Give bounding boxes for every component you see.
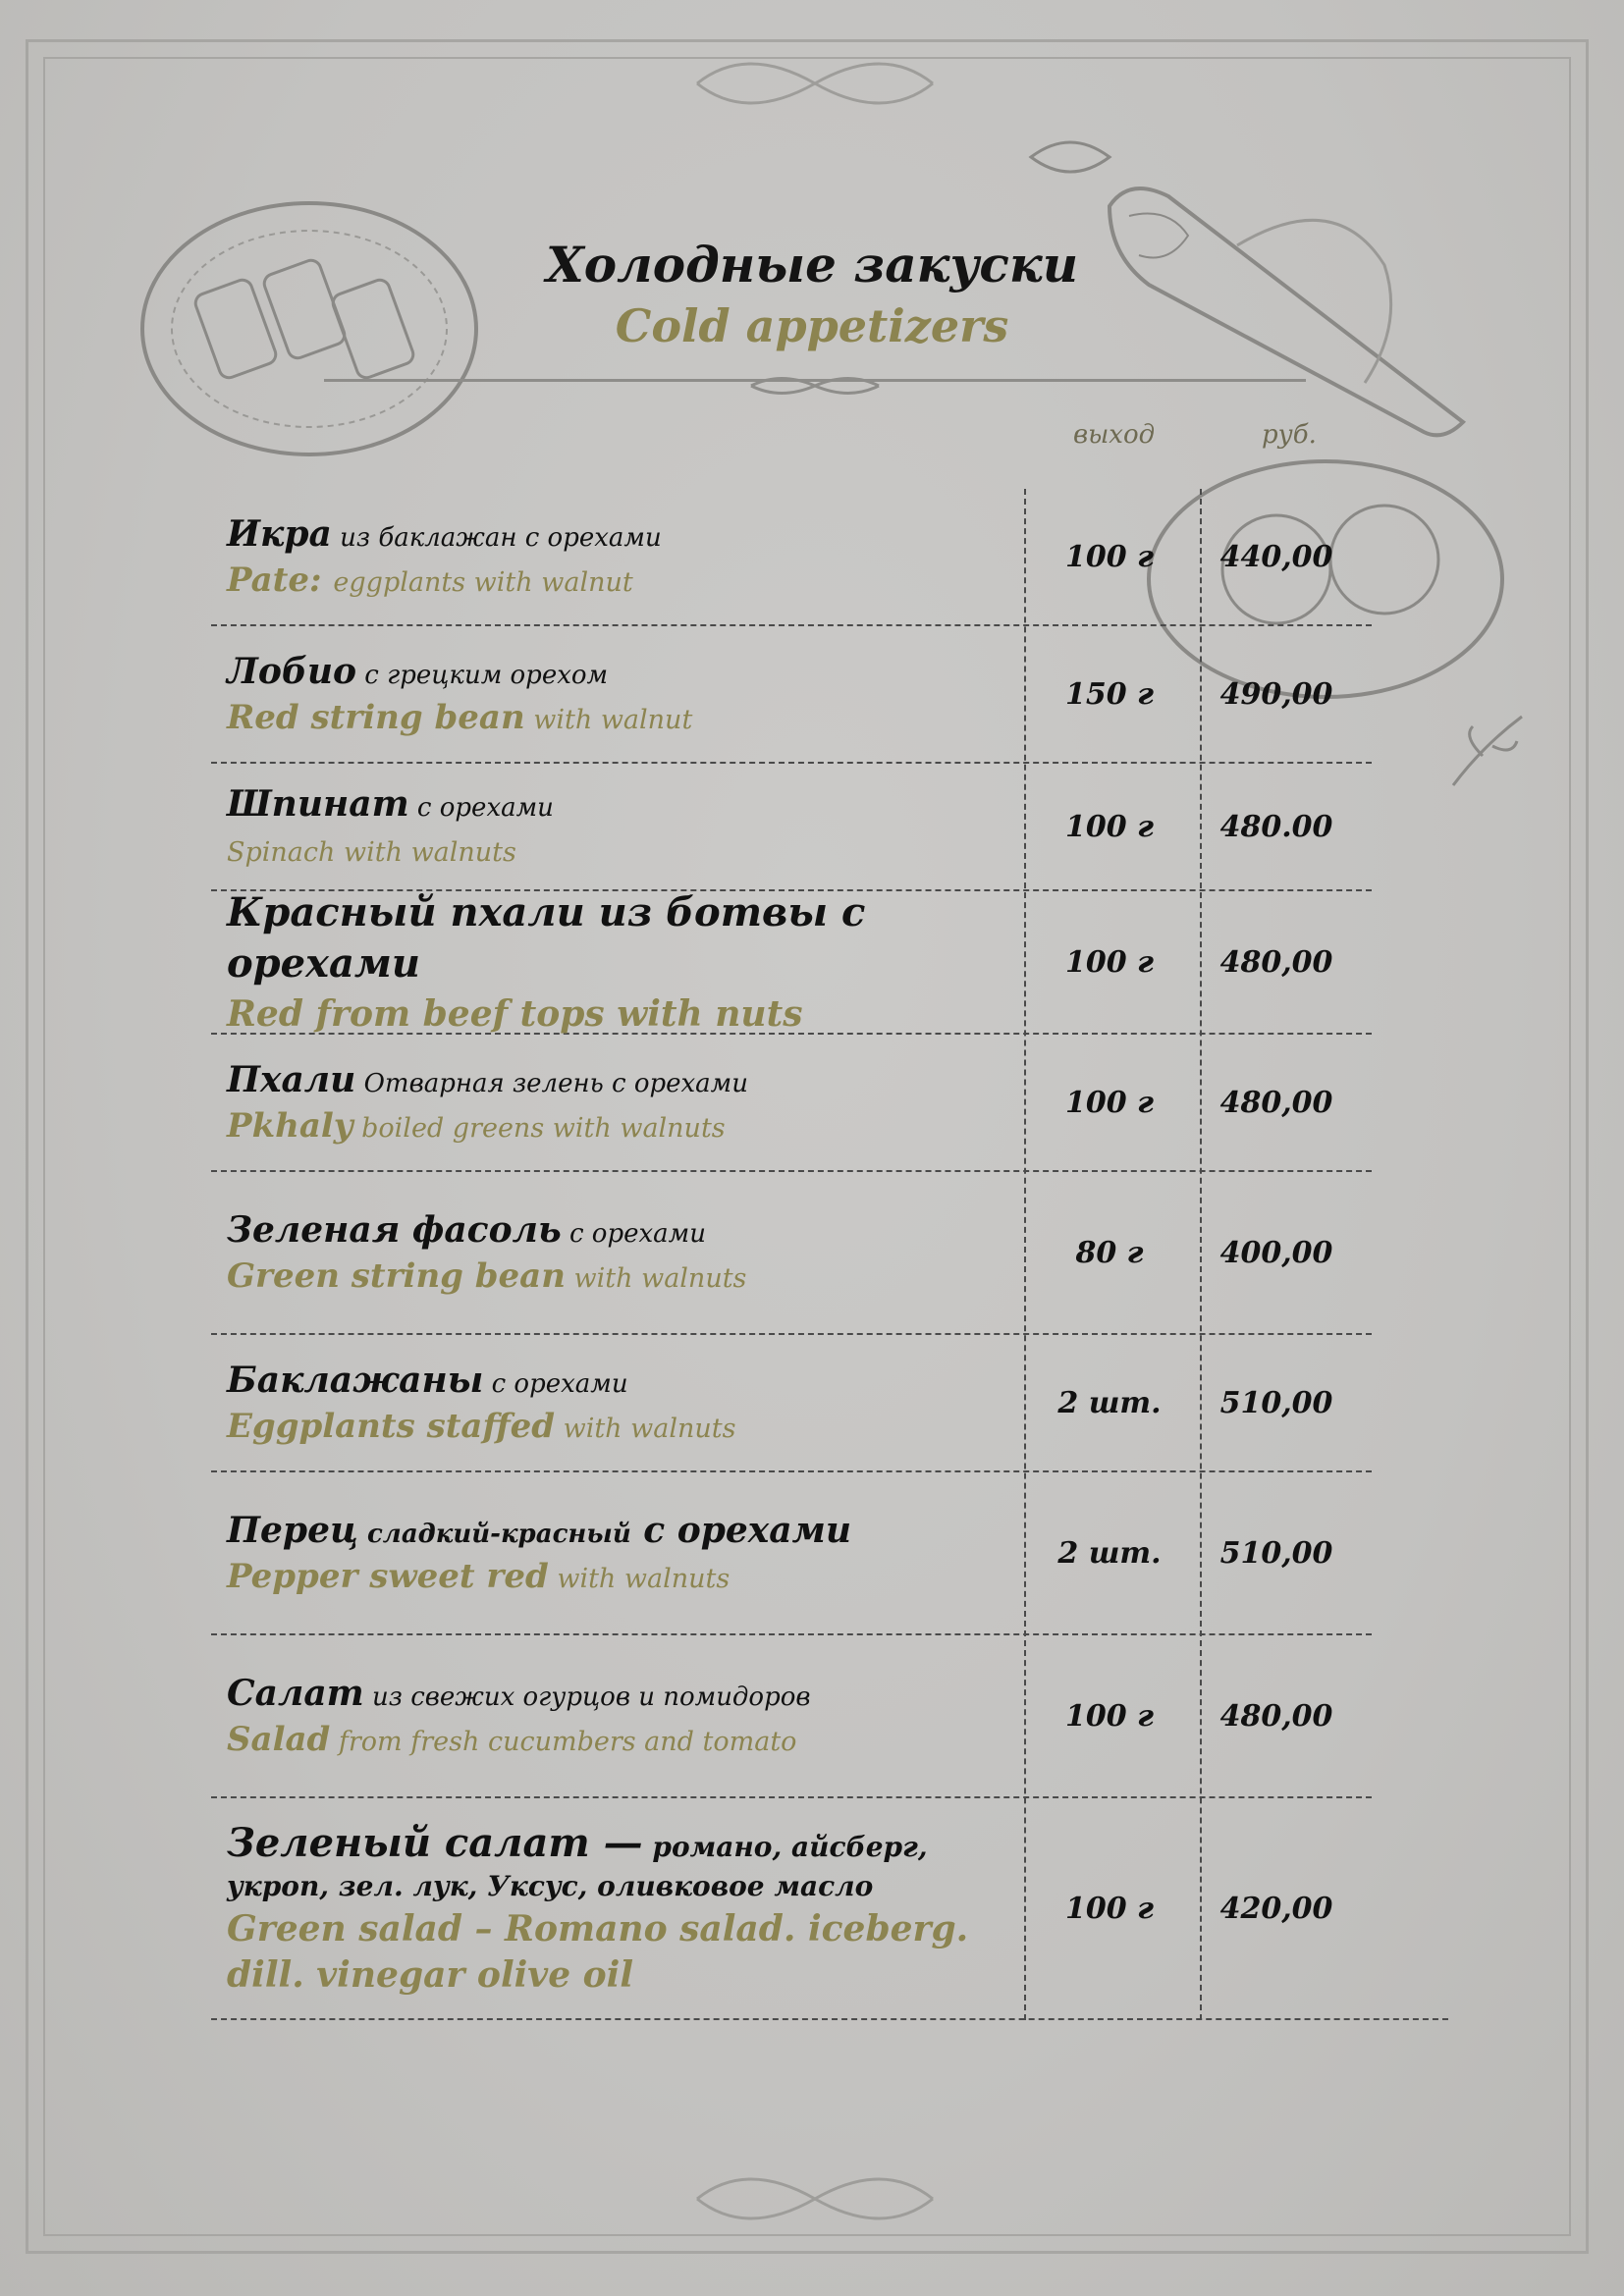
item-price: 510,00 [1219,1385,1333,1420]
title-divider [324,379,1306,382]
item-name-ru: Перец [227,1509,358,1551]
item-desc-ru: романо, айсберг, укроп, зел. лук, Уксус, оливковое масло [227,1831,928,1902]
item-price: 510,00 [1219,1535,1333,1571]
menu-item-row [211,1472,1372,1635]
item-weight: 2 шт. [1057,1535,1162,1571]
item-weight: 100 г [1065,1698,1154,1734]
menu-item-row [211,888,1372,1035]
item-name-en: Green string bean [227,1256,566,1297]
menu-item-row [211,764,1372,891]
item-price: 400,00 [1219,1235,1333,1270]
item-desc-en: boiled greens with walnuts [352,1113,726,1145]
section-title-en: Cold appetizers [615,299,1009,352]
item-name-ru: Баклажаны [227,1359,484,1401]
item-desc-ru: с орехами [408,792,554,823]
column-header-price: руб. [1262,420,1317,450]
item-name-en: Pate: [227,561,334,601]
menu-item-row [211,1172,1372,1335]
section-title-ru: Холодные закуски [545,236,1079,294]
item-price: 480,00 [1219,944,1333,980]
item-desc-ru: из баклажан с орехами [331,522,662,553]
item-name-ru-suffix: с орехами [630,1509,851,1551]
menu-item-row [211,1335,1372,1472]
item-name-en: Pkhaly [227,1106,353,1147]
leaf-icon [1021,128,1119,187]
item-desc-ru: с грецким орехом [356,660,609,690]
item-weight: 80 г [1075,1235,1144,1270]
item-weight: 100 г [1065,809,1154,844]
menu-item-row [211,1798,1448,2020]
item-desc-en: with walnuts [565,1263,747,1295]
item-name-ru: Шпинат [227,782,409,825]
item-name-en: Pepper sweet red [227,1557,549,1597]
item-weight: 150 г [1065,676,1154,712]
item-price: 440,00 [1219,539,1333,574]
item-weight: 2 шт. [1057,1385,1162,1420]
item-desc-ru: с орехами [561,1218,706,1249]
item-name-ru: Икра [227,512,332,555]
bottom-flourish-ornament [687,2160,943,2238]
title-flourish-ornament [746,371,884,400]
item-name-ru: Лобио [227,650,357,692]
item-desc-ru: из свежих огурцов и помидоров [363,1682,811,1712]
top-flourish-ornament [687,44,943,123]
item-name-en: Eggplants staffed [227,1407,555,1447]
menu-item-row [211,626,1372,764]
item-desc-en: eggplants with walnut [333,567,633,599]
item-price: 420,00 [1219,1891,1333,1926]
item-desc-en: with walnuts [555,1414,736,1445]
item-name-ru: Зеленый салат — [227,1820,643,1866]
item-desc-en: from fresh cucumbers and tomato [330,1727,797,1758]
item-name-en: Salad [227,1720,331,1760]
item-weight: 100 г [1065,944,1154,980]
column-header-weight: выход [1073,420,1156,450]
item-desc-ru: Отварная зелень с орехами [355,1068,748,1098]
herb-icon [1443,707,1532,795]
item-desc-en: Spinach with walnuts [227,837,516,869]
menu-item-row [211,1035,1372,1172]
item-price: 490,00 [1219,676,1333,712]
menu-item-row [211,489,1372,626]
item-weight: 100 г [1065,539,1154,574]
item-price: 480,00 [1219,1085,1333,1120]
item-price: 480.00 [1219,809,1333,844]
item-desc-en: with walnuts [548,1564,731,1595]
item-desc-ru: сладкий-красный [357,1519,631,1549]
item-name-ru: Красный пхали из ботвы с орехами [227,888,866,987]
menu-item-row [211,1635,1372,1798]
item-name-ru: Зеленая фасоль [227,1208,562,1251]
item-name-ru: Пхали [227,1058,356,1100]
item-name-en: Red string bean [227,698,525,738]
item-desc-en: with walnut [524,705,693,736]
item-price: 480,00 [1219,1698,1333,1734]
item-weight: 100 г [1065,1085,1154,1120]
item-name-ru: Салат [227,1672,364,1714]
item-name-en: Green salad – Romano salad. iceberg. dill. vinegar olive oil [227,1908,969,1997]
item-name-en: Red from beef tops with nuts [227,992,803,1035]
item-desc-ru: с орехами [483,1368,628,1399]
item-weight: 100 г [1065,1891,1154,1926]
